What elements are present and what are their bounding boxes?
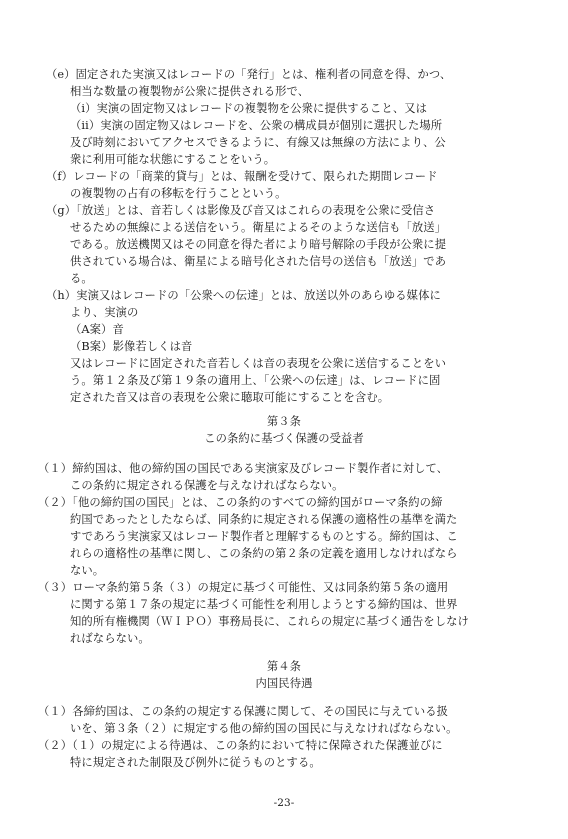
article-3-para-1-line-1: （１）締約国は、他の締約国の国民である実演家及びレコード製作者に対して、 xyxy=(38,462,449,475)
article-3-para-3-line-1: （３）ローマ条約第５条（３）の規定に基づく可能性、又は同条約第５条の適用 xyxy=(38,581,449,594)
article-3-para-3-line-3: 知的所有権機関（ＷＩＰＯ）事務局長に、これらの規定に基づく通告をしなけ xyxy=(70,615,469,628)
article-3-para-3-line-4: ればならない。 xyxy=(70,632,150,645)
article-4-title: 内国民待遇 xyxy=(255,677,313,690)
item-e-sub-i: （i）実演の固定物又はレコードの複製物を公衆に提供すること、又は xyxy=(70,102,428,115)
article-3-title: この条約に基づく保護の受益者 xyxy=(204,432,364,445)
item-g-line-3: である。放送機関又はその同意を得た者により暗号解除の手段が公衆に提 xyxy=(70,238,447,251)
article-3-number: 第３条 xyxy=(266,415,302,428)
article-4-para-1-line-2: いを、第３条（２）に規定する他の締約国の国民に与えなければならない。 xyxy=(70,722,458,735)
article-4-number: 第４条 xyxy=(266,660,302,673)
item-h-line-2: より、実演の xyxy=(70,306,139,319)
article-3-para-1-line-2: この条約に規定される保護を与えなければならない。 xyxy=(70,479,344,492)
item-f-line-1: （f）レコードの「商業的貸与」とは、報酬を受けて、限られた期間レコード xyxy=(46,170,438,183)
page-number: -23- xyxy=(273,797,295,809)
article-3-para-2-line-4: れらの適格性の基準に関し、この条約の第２条の定義を適用しなければなら xyxy=(70,547,458,560)
article-3-para-3-line-2: に関する第１７条の規定に基づく可能性を利用しようとする締約国は、世界 xyxy=(70,598,458,611)
item-h-line-4: う。第１２条及び第１９条の適用上、「公衆への伝達」は、レコードに固 xyxy=(70,374,441,387)
item-g-line-1: （g）「放送」とは、音若しくは影像及び音又はこれらの表現を公衆に受信さ xyxy=(46,204,436,217)
item-e-sub-ii-line-1: （ii）実演の固定物又はレコードを、公衆の構成員が個別に選択した場所 xyxy=(70,119,443,132)
item-g-line-5: る。 xyxy=(70,272,93,285)
item-h-line-1: （h）実演又はレコードの「公衆への伝達」とは、放送以外のあらゆる媒体に xyxy=(46,289,441,302)
item-g-line-2: せるための無線による送信をいう。衛星によるそのような送信も「放送」 xyxy=(70,221,447,234)
article-4-para-2-line-1: （２）（１）の規定による待遇は、この条約において特に保障された保護並びに xyxy=(38,739,443,752)
article-3-para-2-line-1: （２）「他の締約国の国民」とは、この条約のすべての締約国がローマ条約の締 xyxy=(38,496,443,509)
item-e-line-2: 相当な数量の複製物が公衆に提供される形で、 xyxy=(70,85,310,98)
article-3-para-2-line-2: 約国であったとしたならば、同条約に規定される保護の適格性の基準を満た xyxy=(70,513,458,526)
item-e-sub-ii-line-2: 及び時刻においてアクセスできるように、有線又は無線の方法により、公 xyxy=(70,136,446,149)
article-4-para-1-line-1: （１）各締約国は、この条約の規定する保護に関して、その国民に与えている扱 xyxy=(38,705,449,718)
item-h-option-b: （B案）影像若しくは音 xyxy=(70,340,193,353)
item-h-line-3: 又はレコードに固定された音若しくは音の表現を公衆に送信することをい xyxy=(70,357,447,370)
article-4-para-2-line-2: 特に規定された制限及び例外に従うものとする。 xyxy=(70,756,321,769)
item-e-line-1: （e）固定された実演又はレコードの「発行」とは、権利者の同意を得、かつ、 xyxy=(46,68,452,81)
item-g-line-4: 供されている場合は、衛星による暗号化された信号の送信も「放送」であ xyxy=(70,255,447,268)
article-3-para-2-line-5: ない。 xyxy=(70,564,105,577)
article-3-para-2-line-3: すであろう実演家又はレコード製作者と理解するものとする。締約国は、こ xyxy=(70,530,458,543)
item-f-line-2: の複製物の占有の移転を行うことという。 xyxy=(70,187,287,200)
item-e-sub-ii-line-3: 衆に利用可能な状態にすることをいう。 xyxy=(70,153,276,166)
item-h-option-a: （A案）音 xyxy=(70,323,124,336)
item-h-line-5: 定された音又は音の表現を公衆に聴取可能にすることを含む。 xyxy=(70,391,390,404)
